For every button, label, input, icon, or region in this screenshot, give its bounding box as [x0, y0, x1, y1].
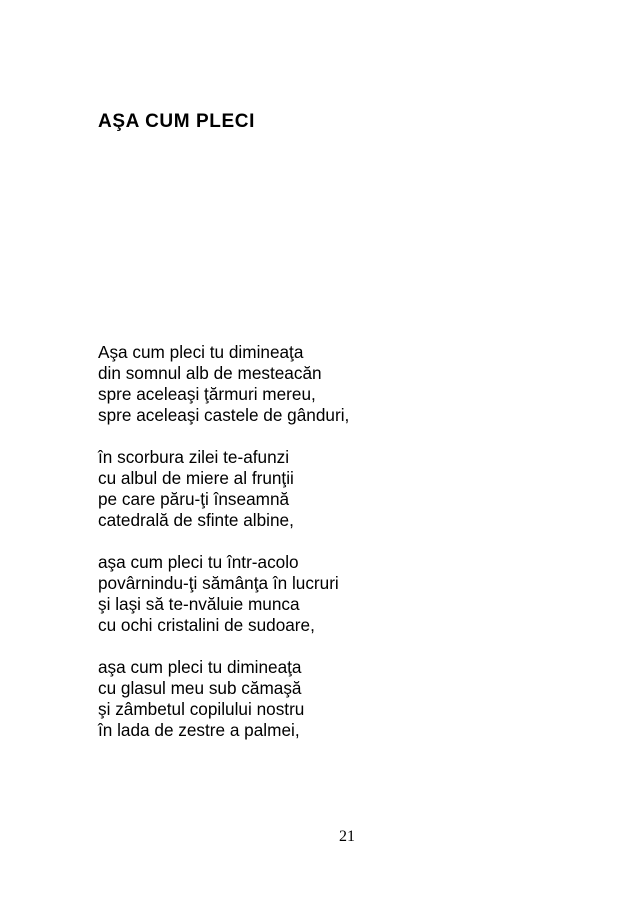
poem-line: şi laşi să te-nvăluie munca — [98, 594, 300, 614]
poem-line: spre aceleaşi castele de gânduri, — [98, 405, 350, 425]
poem-line: cu ochi cristalini de sudoare, — [98, 615, 315, 635]
poem-line: aşa cum pleci tu dimineaţa — [98, 657, 302, 677]
stanza-2 — [98, 447, 568, 531]
poem-line: şi zâmbetul copilului nostru — [98, 699, 305, 719]
page-number: 21 — [339, 828, 355, 845]
poem-title: AŞA CUM PLECI — [98, 111, 255, 132]
poem-line: cu glasul meu sub cămaşă — [98, 678, 302, 698]
poem-body — [98, 342, 568, 762]
poem-line: aşa cum pleci tu într-acolo — [98, 552, 299, 572]
poem-line: spre aceleaşi ţărmuri mereu, — [98, 384, 316, 404]
stanza-4 — [98, 657, 568, 741]
poem-line: în lada de zestre a palmei, — [98, 720, 300, 740]
poem-line: povârnindu-ţi sămânţa în lucruri — [98, 573, 339, 593]
stanza-3 — [98, 552, 568, 636]
poem-line: catedrală de sfinte albine, — [98, 510, 294, 530]
poem-line: în scorbura zilei te-afunzi — [98, 447, 290, 467]
poem-line: din somnul alb de mesteacăn — [98, 363, 322, 383]
poem-line: cu albul de miere al frunţii — [98, 468, 294, 488]
poem-line: pe care păru-ţi înseamnă — [98, 489, 290, 509]
stanza-1 — [98, 342, 568, 426]
poem-line: Aşa cum pleci tu dimineaţa — [98, 342, 304, 362]
